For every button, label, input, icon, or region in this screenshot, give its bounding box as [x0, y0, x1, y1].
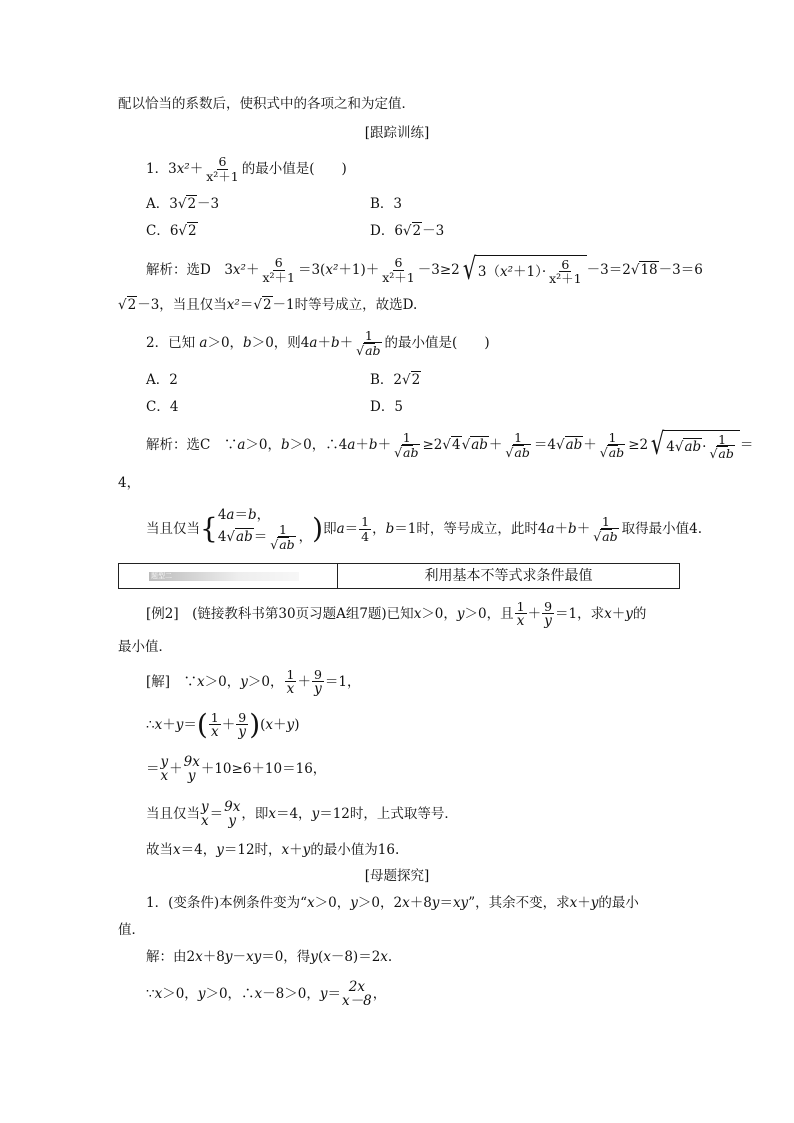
example-2-solution-line-2: ∴ x ＋ y ＝ ( $\frac{1}{x}$ ＋ $\frac{9}{y}$ ) ( x ＋ y ) — [146, 708, 300, 741]
example-2-conclusion: 故当x＝4，y＝12时，x＋y的最小值为16. — [146, 842, 400, 858]
question-1-option-b: B．3 — [370, 196, 403, 212]
variation-1-stem-cont: 值． — [118, 922, 145, 938]
question-1-option-d: D．6√ 2－3 — [370, 221, 444, 241]
question-1-stem: 1．3 x² ＋ $\frac{6}{\text{x²＋1}}$ 的最小值是( ) — [146, 154, 347, 184]
question-2-option-a: A．2 — [146, 372, 178, 388]
section-heading-explore: [母题探究] — [364, 868, 430, 884]
section-heading-tracking: [跟踪训练] — [364, 125, 430, 141]
question-1-option-c: C．6√ 2 — [146, 221, 198, 241]
example-2-solution-line-3: ＝ y x ＋ 9x y ＋10≥6＋10＝16， — [146, 753, 327, 784]
topic-badge-cell — [119, 564, 338, 588]
topic-header-box — [118, 563, 680, 589]
question-2-solution-cont: 4， — [118, 475, 141, 491]
question-1-option-a: A．3√ 2－3 — [146, 194, 219, 214]
variation-1-solution-line-1: 解：由2x＋8y－xy＝0，得y(x－8)＝2x. — [146, 949, 393, 965]
question-2-solution: 解析：选C ∵ a ＞0， b ＞0，∴4 a ＋ b ＋ 1 √ ab ≥2 √ 4 √ ab ＋ 1 √ ab ＝4 √ ab ＋ 1 √ ab ≥2 √ 4 √ ab · 1 √ ab ＝ — [146, 424, 753, 466]
question-2-stem: 2．已知 a ＞0， b ＞0，则4 a ＋ b ＋ 1 √ ab 的最小值是( ) — [146, 324, 490, 362]
topic-title: 利用基本不等式求条件最值 — [424, 568, 593, 584]
variation-1-solution-line-2: ∵ x ＞0， y ＞0，∴ x －8＞0， y ＝ 2x x－8 ， — [146, 978, 387, 1009]
question-1-solution-cont: √ 2－3，当且仅当x²＝√ 2－1时等号成立，故选D. — [118, 295, 417, 315]
example-2-stem: [例2] (链接教科书第30页习题A组7题)已知 x ＞0， y ＞0，且 $\frac{1}{x}$ ＋ $\frac{9}{y}$ ＝1，求 x ＋ y 的 — [146, 598, 647, 629]
question-2-option-d: D．5 — [370, 399, 403, 415]
example-2-stem-cont: 最小值． — [118, 639, 172, 655]
question-2-option-b: B．2√ 2 — [370, 370, 421, 390]
question-2-option-c: C．4 — [146, 399, 179, 415]
example-2-solution-line-1: [解] ∵ x ＞0， y ＞0， $\frac{1}{x}$ ＋ $\frac{9}{y}$ ＝1， — [146, 666, 361, 697]
question-1-solution: 解析：选D 3 x² ＋ $\frac{6}{\text{x²＋1}}$ ＝3( x² ＋1)＋ $\frac{6}{\text{x²＋1}}$ －3≥2 √ 3（ x² ＋1）· $\frac{6}{\text{x²＋1}}$ －3＝2 √ 18 －3＝6 — [146, 250, 703, 290]
variation-1-stem: 1．(变条件)本例条件变为“x＞0，y＞0，2x＋8y＝xy”，其余不变，求x＋y的最小 — [146, 895, 639, 911]
intro-text: 配以恰当的系数后，使积式中的各项之和为定值． — [118, 96, 415, 112]
topic-badge: 题型二 — [149, 572, 299, 581]
example-2-solution-line-4: 当且仅当 y x ＝ 9x y ，即 x ＝4， y ＝12时，上式取等号． — [146, 798, 458, 829]
question-2-equality-condition: 当且仅当 { 4a＝b， 4 √ ab ＝ 1 √ ab ， ) 即 a ＝ $\frac{1}{4}$ ， b ＝1时，等号成立，此时4 a ＋ b ＋ 1 √ ab 取得最小值4. — [146, 500, 702, 558]
